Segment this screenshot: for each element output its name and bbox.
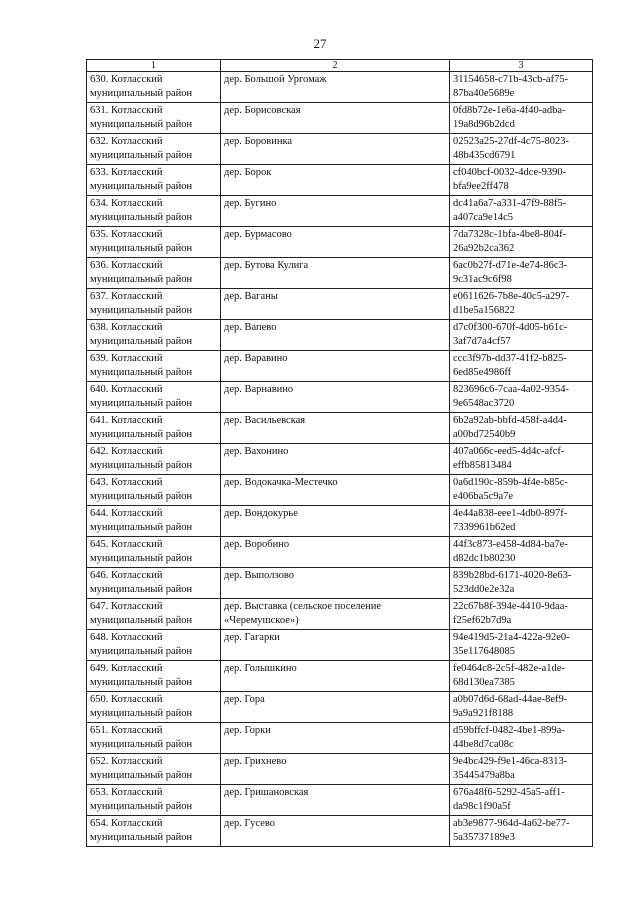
table-row (87, 72, 593, 103)
municipality-cell-line-1: 646. Котласский (90, 570, 163, 581)
fias-code-cell-line-2: 26a92b2ca362 (453, 243, 515, 254)
fias-code-cell-line-2: 35445479a8ba (453, 770, 515, 781)
fias-code-cell (450, 444, 593, 475)
municipality-cell-line-2: муниципальный район (90, 770, 193, 781)
table-row (87, 723, 593, 754)
table-row (87, 816, 593, 847)
fias-code-cell (450, 568, 593, 599)
municipality-cell-line-2: муниципальный район (90, 367, 193, 378)
table-row (87, 227, 593, 258)
fias-code-cell-line-1: 7da7328c-1bfa-4be8-804f- (453, 229, 567, 240)
fias-code-cell-line-2: 523dd0e2e32a (453, 584, 515, 595)
table-row (87, 754, 593, 785)
table-row (87, 568, 593, 599)
fias-code-cell-line-2: 9a9a921f8188 (453, 708, 514, 719)
municipality-cell (87, 692, 221, 723)
settlement-cell (221, 692, 450, 723)
municipality-cell-line-2: муниципальный район (90, 491, 193, 502)
settlement-cell-line-1: дер. Борисовская (224, 105, 301, 116)
municipality-cell (87, 72, 221, 103)
settlements-table (86, 59, 593, 847)
fias-code-cell-line-1: 407a066c-eed5-4d4c-afcf- (453, 446, 565, 457)
municipality-cell-line-1: 651. Котласский (90, 725, 163, 736)
municipality-cell-line-2: муниципальный район (90, 150, 193, 161)
table-row (87, 599, 593, 630)
fias-code-cell-line-1: fe0464c8-2c5f-482e-a1de- (453, 663, 565, 674)
settlement-cell (221, 785, 450, 816)
municipality-cell-line-2: муниципальный район (90, 398, 193, 409)
settlement-cell-line-1: дер. Вондокурье (224, 508, 298, 519)
table-row (87, 475, 593, 506)
municipality-cell-line-1: 641. Котласский (90, 415, 163, 426)
fias-code-cell (450, 165, 593, 196)
settlement-cell-line-2: «Черемушское») (224, 615, 299, 626)
table-row (87, 692, 593, 723)
municipality-cell-line-1: 630. Котласский (90, 74, 163, 85)
column-header-3: 3 (450, 60, 593, 72)
fias-code-cell-line-1: 44f3c873-e458-4d84-ba7e- (453, 539, 568, 550)
municipality-cell-line-1: 652. Котласский (90, 756, 163, 767)
municipality-cell (87, 413, 221, 444)
fias-code-cell-line-1: d59bffcf-0482-4be1-899a- (453, 725, 565, 736)
settlement-cell-line-1: дер. Варнавино (224, 384, 294, 395)
municipality-cell-line-2: муниципальный район (90, 181, 193, 192)
fias-code-cell-line-2: 68d130ea7385 (453, 677, 515, 688)
fias-code-cell-line-2: 44be8d7ca08c (453, 739, 514, 750)
settlement-cell-line-1: дер. Бугино (224, 198, 277, 209)
settlement-cell (221, 754, 450, 785)
settlement-cell-line-1: дер. Воробино (224, 539, 290, 550)
settlement-cell (221, 630, 450, 661)
municipality-cell-line-2: муниципальный район (90, 429, 193, 440)
settlement-cell-line-1: дер. Гагарки (224, 632, 280, 643)
fias-code-cell-line-1: 839b28bd-6171-4020-8e63- (453, 570, 572, 581)
settlement-cell-line-1: дер. Гусево (224, 818, 276, 829)
settlement-cell (221, 134, 450, 165)
fias-code-cell-line-1: 4e44a838-eee1-4db0-897f- (453, 508, 568, 519)
municipality-cell-line-2: муниципальный район (90, 305, 193, 316)
table-row (87, 320, 593, 351)
fias-code-cell (450, 692, 593, 723)
table-row (87, 785, 593, 816)
municipality-cell-line-2: муниципальный район (90, 801, 193, 812)
settlement-cell (221, 165, 450, 196)
settlement-cell (221, 413, 450, 444)
municipality-cell-line-1: 638. Котласский (90, 322, 163, 333)
settlement-cell-line-1: дер. Водокачка-Местечко (224, 477, 338, 488)
fias-code-cell-line-2: a407ca9e14c5 (453, 212, 514, 223)
municipality-cell-line-1: 647. Котласский (90, 601, 163, 612)
municipality-cell-line-1: 635. Котласский (90, 229, 163, 240)
settlement-cell-line-1: дер. Варавино (224, 353, 288, 364)
municipality-cell (87, 568, 221, 599)
settlement-cell-line-1: дер. Выползово (224, 570, 295, 581)
municipality-cell-line-2: муниципальный район (90, 553, 193, 564)
settlement-cell-line-1: дер. Горки (224, 725, 271, 736)
municipality-cell-line-2: муниципальный район (90, 243, 193, 254)
municipality-cell-line-2: муниципальный район (90, 832, 193, 843)
fias-code-cell-line-1: 6b2a92ab-bbfd-458f-a4d4- (453, 415, 567, 426)
municipality-cell (87, 444, 221, 475)
municipality-cell-line-1: 633. Котласский (90, 167, 163, 178)
settlement-cell-line-1: дер. Гришановская (224, 787, 309, 798)
settlement-cell-line-1: дер. Вапево (224, 322, 277, 333)
municipality-cell-line-2: муниципальный район (90, 212, 193, 223)
table-row (87, 351, 593, 382)
municipality-cell-line-2: муниципальный район (90, 646, 193, 657)
settlement-cell (221, 568, 450, 599)
municipality-cell-line-1: 654. Котласский (90, 818, 163, 829)
fias-code-cell-line-1: 0a6d190c-859b-4f4e-b85c- (453, 477, 568, 488)
fias-code-cell-line-1: 22c67b8f-394e-4410-9daa- (453, 601, 568, 612)
municipality-cell (87, 630, 221, 661)
municipality-cell (87, 816, 221, 847)
fias-code-cell-line-2: d1be5a156822 (453, 305, 515, 316)
column-header-2: 2 (221, 60, 450, 72)
municipality-cell (87, 134, 221, 165)
municipality-cell-line-1: 653. Котласский (90, 787, 163, 798)
fias-code-cell (450, 661, 593, 692)
fias-code-cell-line-2: 19a8d96b2dcd (453, 119, 515, 130)
fias-code-cell (450, 785, 593, 816)
fias-code-cell (450, 754, 593, 785)
fias-code-cell-line-1: 0fd8b72e-1e6a-4f40-adba- (453, 105, 566, 116)
fias-code-cell (450, 382, 593, 413)
settlement-cell (221, 289, 450, 320)
settlement-cell-line-1: дер. Выставка (сельское поселение (224, 601, 382, 612)
municipality-cell-line-2: муниципальный район (90, 522, 193, 533)
fias-code-cell-line-2: da98c1f90a5f (453, 801, 511, 812)
settlement-cell (221, 599, 450, 630)
fias-code-cell (450, 816, 593, 847)
table-row (87, 196, 593, 227)
settlement-cell (221, 196, 450, 227)
table-row (87, 506, 593, 537)
municipality-cell-line-1: 639. Котласский (90, 353, 163, 364)
settlement-cell-line-1: дер. Бурмасово (224, 229, 292, 240)
settlement-cell (221, 506, 450, 537)
fias-code-cell-line-2: f25ef62b7d9a (453, 615, 512, 626)
fias-code-cell (450, 537, 593, 568)
fias-code-cell-line-1: 676a48f6-5292-45a5-aff1- (453, 787, 565, 798)
table-row (87, 382, 593, 413)
municipality-cell-line-2: муниципальный район (90, 336, 193, 347)
fias-code-cell-line-1: ccc3f97b-dd37-41f2-b825- (453, 353, 567, 364)
municipality-cell (87, 537, 221, 568)
municipality-cell-line-1: 648. Котласский (90, 632, 163, 643)
municipality-cell (87, 506, 221, 537)
table-row (87, 289, 593, 320)
municipality-cell-line-2: муниципальный район (90, 584, 193, 595)
fias-code-cell (450, 351, 593, 382)
settlement-cell (221, 723, 450, 754)
municipality-cell (87, 258, 221, 289)
municipality-cell-line-1: 640. Котласский (90, 384, 163, 395)
fias-code-cell (450, 289, 593, 320)
municipality-cell-line-1: 636. Котласский (90, 260, 163, 271)
municipality-cell-line-1: 632. Котласский (90, 136, 163, 147)
municipality-cell (87, 382, 221, 413)
fias-code-cell (450, 72, 593, 103)
municipality-cell (87, 599, 221, 630)
municipality-cell-line-1: 634. Котласский (90, 198, 163, 209)
settlement-cell (221, 103, 450, 134)
municipality-cell-line-1: 644. Котласский (90, 508, 163, 519)
fias-code-cell-line-2: 3af7d7a4cf57 (453, 336, 511, 347)
table-row (87, 537, 593, 568)
settlement-cell-line-1: дер. Вахонино (224, 446, 289, 457)
settlement-cell (221, 537, 450, 568)
fias-code-cell-line-1: 9e4bc429-f9e1-46ca-8313- (453, 756, 568, 767)
table-row (87, 258, 593, 289)
fias-code-cell-line-1: 94e419d5-21a4-422a-92e0- (453, 632, 570, 643)
fias-code-cell-line-2: a00bd72540b9 (453, 429, 516, 440)
municipality-cell (87, 165, 221, 196)
settlement-cell (221, 351, 450, 382)
fias-code-cell (450, 475, 593, 506)
fias-code-cell (450, 227, 593, 258)
fias-code-cell (450, 134, 593, 165)
fias-code-cell-line-2: 9e6548ac3720 (453, 398, 515, 409)
fias-code-cell (450, 506, 593, 537)
fias-code-cell (450, 320, 593, 351)
municipality-cell-line-2: муниципальный район (90, 708, 193, 719)
settlement-cell (221, 258, 450, 289)
fias-code-cell-line-1: 823696c6-7caa-4a02-9354- (453, 384, 570, 395)
fias-code-cell-line-2: d82dc1b80230 (453, 553, 516, 564)
municipality-cell (87, 351, 221, 382)
municipality-cell-line-1: 650. Котласский (90, 694, 163, 705)
fias-code-cell-line-1: cf040bcf-0032-4dce-9390- (453, 167, 567, 178)
fias-code-cell-line-2: effb85813484 (453, 460, 512, 471)
table-row (87, 413, 593, 444)
municipality-cell-line-1: 642. Котласский (90, 446, 163, 457)
settlement-cell-line-1: дер. Гора (224, 694, 265, 705)
settlement-cell-line-1: дер. Голышкино (224, 663, 297, 674)
municipality-cell-line-1: 643. Котласский (90, 477, 163, 488)
fias-code-cell-line-1: ab3e9877-964d-4a62-be77- (453, 818, 570, 829)
fias-code-cell-line-2: 35e117648085 (453, 646, 516, 657)
fias-code-cell (450, 258, 593, 289)
fias-code-cell-line-2: 7339961b62ed (453, 522, 516, 533)
fias-code-cell-line-1: 02523a25-27df-4c75-8023- (453, 136, 570, 147)
fias-code-cell-line-1: d7c0f300-670f-4d05-b61c- (453, 322, 568, 333)
table-row (87, 103, 593, 134)
municipality-cell-line-1: 637. Котласский (90, 291, 163, 302)
fias-code-cell (450, 723, 593, 754)
settlement-cell (221, 444, 450, 475)
fias-code-cell-line-2: 9c31ac9c6f98 (453, 274, 512, 285)
municipality-cell (87, 196, 221, 227)
settlement-cell (221, 72, 450, 103)
municipality-cell-line-1: 631. Котласский (90, 105, 163, 116)
settlement-cell (221, 475, 450, 506)
fias-code-cell-line-1: e0611626-7b8e-40c5-a297- (453, 291, 570, 302)
municipality-cell-line-2: муниципальный район (90, 460, 193, 471)
fias-code-cell-line-2: 5a35737189e3 (453, 832, 515, 843)
municipality-cell (87, 661, 221, 692)
table-body (87, 72, 593, 847)
municipality-cell (87, 754, 221, 785)
fias-code-cell-line-1: dc41a6a7-a331-47f9-88f5- (453, 198, 567, 209)
municipality-cell (87, 475, 221, 506)
settlement-cell-line-1: дер. Борок (224, 167, 272, 178)
settlement-cell (221, 227, 450, 258)
municipality-cell-line-1: 649. Котласский (90, 663, 163, 674)
municipality-cell (87, 103, 221, 134)
municipality-cell-line-2: муниципальный район (90, 615, 193, 626)
settlement-cell-line-1: дер. Боровинка (224, 136, 293, 147)
municipality-cell-line-2: муниципальный район (90, 274, 193, 285)
table-header-row (87, 60, 593, 72)
settlement-cell (221, 320, 450, 351)
fias-code-cell-line-2: e406ba5c9a7e (453, 491, 514, 502)
settlement-cell-line-1: дер. Васильевская (224, 415, 306, 426)
fias-code-cell-line-2: 87ba40e5689e (453, 88, 515, 99)
fias-code-cell-line-2: 6ed85e4986ff (453, 367, 512, 378)
settlement-cell-line-1: дер. Ваганы (224, 291, 278, 302)
page-number: 27 (313, 36, 327, 51)
municipality-cell (87, 723, 221, 754)
fias-code-cell-line-1: a0b07d6d-68ad-44ae-8ef9- (453, 694, 568, 705)
settlement-cell-line-1: дер. Грихнево (224, 756, 287, 767)
municipality-cell-line-1: 645. Котласский (90, 539, 163, 550)
municipality-cell (87, 320, 221, 351)
settlement-cell (221, 382, 450, 413)
municipality-cell (87, 227, 221, 258)
table-row (87, 134, 593, 165)
municipality-cell-line-2: муниципальный район (90, 677, 193, 688)
settlement-cell (221, 816, 450, 847)
fias-code-cell-line-1: 6ac0b27f-d71e-4e74-86c3- (453, 260, 568, 271)
municipality-cell (87, 289, 221, 320)
fias-code-cell (450, 630, 593, 661)
fias-code-cell (450, 196, 593, 227)
fias-code-cell (450, 103, 593, 134)
table-row (87, 165, 593, 196)
fias-code-cell (450, 413, 593, 444)
municipality-cell (87, 785, 221, 816)
municipality-cell-line-2: муниципальный район (90, 119, 193, 130)
municipality-cell-line-2: муниципальный район (90, 739, 193, 750)
settlement-cell-line-1: дер. Бутова Кулига (224, 260, 309, 271)
table-row (87, 661, 593, 692)
fias-code-cell-line-2: bfa9ee2ff478 (453, 181, 509, 192)
fias-code-cell-line-2: 48b435cd6791 (453, 150, 516, 161)
table-row (87, 444, 593, 475)
column-header-1: 1 (87, 60, 221, 72)
fias-code-cell-line-1: 31154658-c71b-43cb-af75- (453, 74, 569, 85)
table-row (87, 630, 593, 661)
fias-code-cell (450, 599, 593, 630)
settlement-cell-line-1: дер. Большой Ургомаж (224, 74, 327, 85)
municipality-cell-line-2: муниципальный район (90, 88, 193, 99)
settlement-cell (221, 661, 450, 692)
